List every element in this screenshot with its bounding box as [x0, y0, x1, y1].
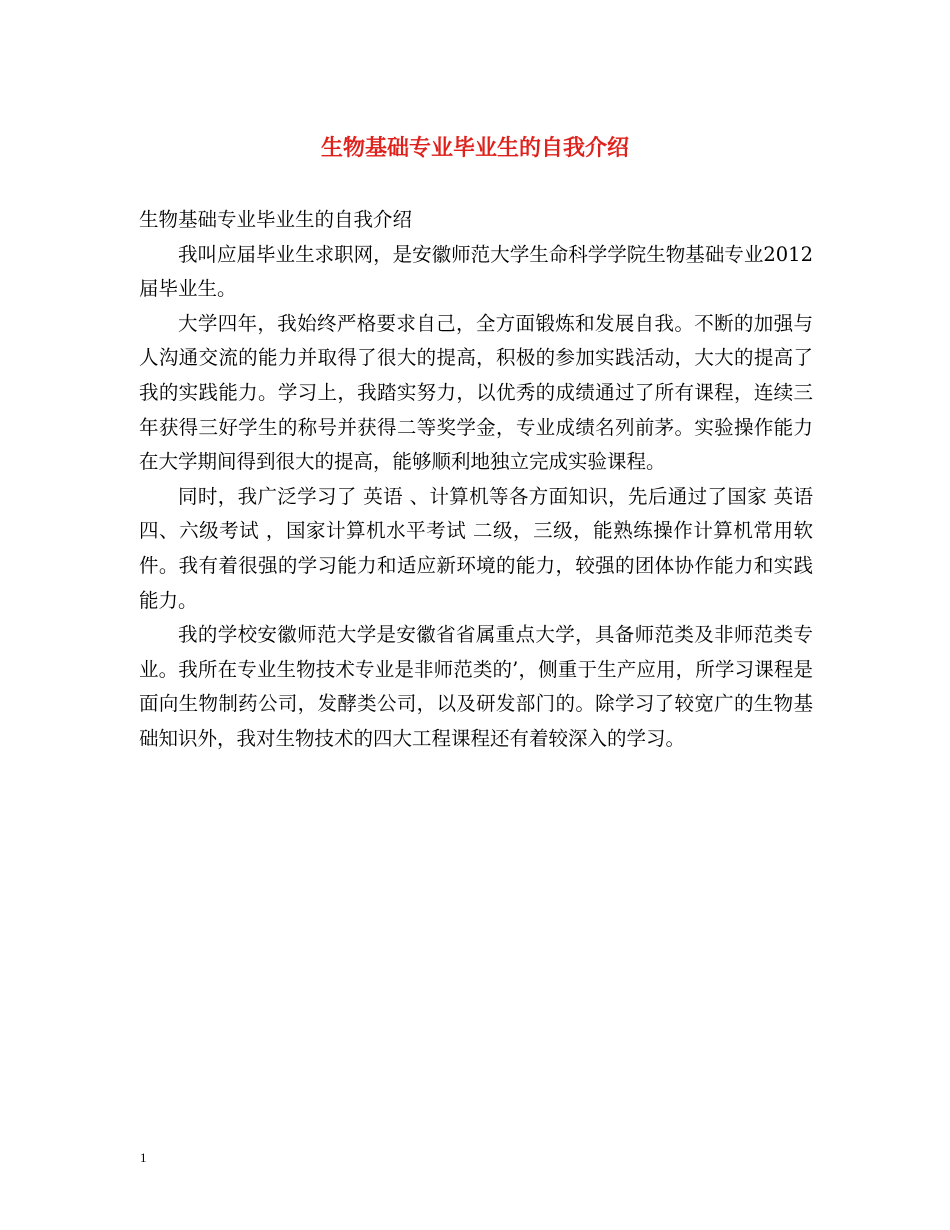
paragraph-school-major: 我的学校安徽师范大学是安徽省省属重点大学，具备师范类及非师范类专业。我所在专业生物技术专业是非师范类的’，侧重于生产应用，所学习课程是面向生物制药公司，发酵类公司，以及研发部门的。除学习了较宽广的生物基础知识外，我对生物技术的四大工程课程还有着较深入的学习。 [139, 623, 813, 750]
paragraph-skills: 同时，我广泛学习了 英语 、计算机等各方面知识，先后通过了国家 英语 四、六级考试 ，国家计算机水平考试 二级，三级，能熟练操作计算机常用软件。我有着很强的学习能力和适应新环境的能力，较强的团体协作能力和实践能力。 [139, 484, 813, 612]
document-body [139, 203, 813, 757]
document-title: 生物基础专业毕业生的自我介绍 [320, 135, 629, 161]
page-number: 1 [140, 1150, 147, 1165]
body-subheading: 生物基础专业毕业生的自我介绍 [139, 208, 413, 231]
paragraph-university-years: 大学四年，我始终严格要求自己，全方面锻炼和发展自我。不断的加强与人沟通交流的能力并取得了很大的提高，积极的参加实践活动，大大的提高了我的实践能力。学习上，我踏实努力，以优秀的成绩通过了所有课程，连续三年获得三好学生的称号并获得二等奖学金，专业成绩名列前茅。实验操作能力在大学期间得到很大的提高，能够顺利地独立完成实验课程。 [139, 311, 813, 474]
paragraph-intro: 我叫应届毕业生求职网，是安徽师范大学生命科学学院生物基础专业2012届毕业生。 [139, 242, 813, 301]
